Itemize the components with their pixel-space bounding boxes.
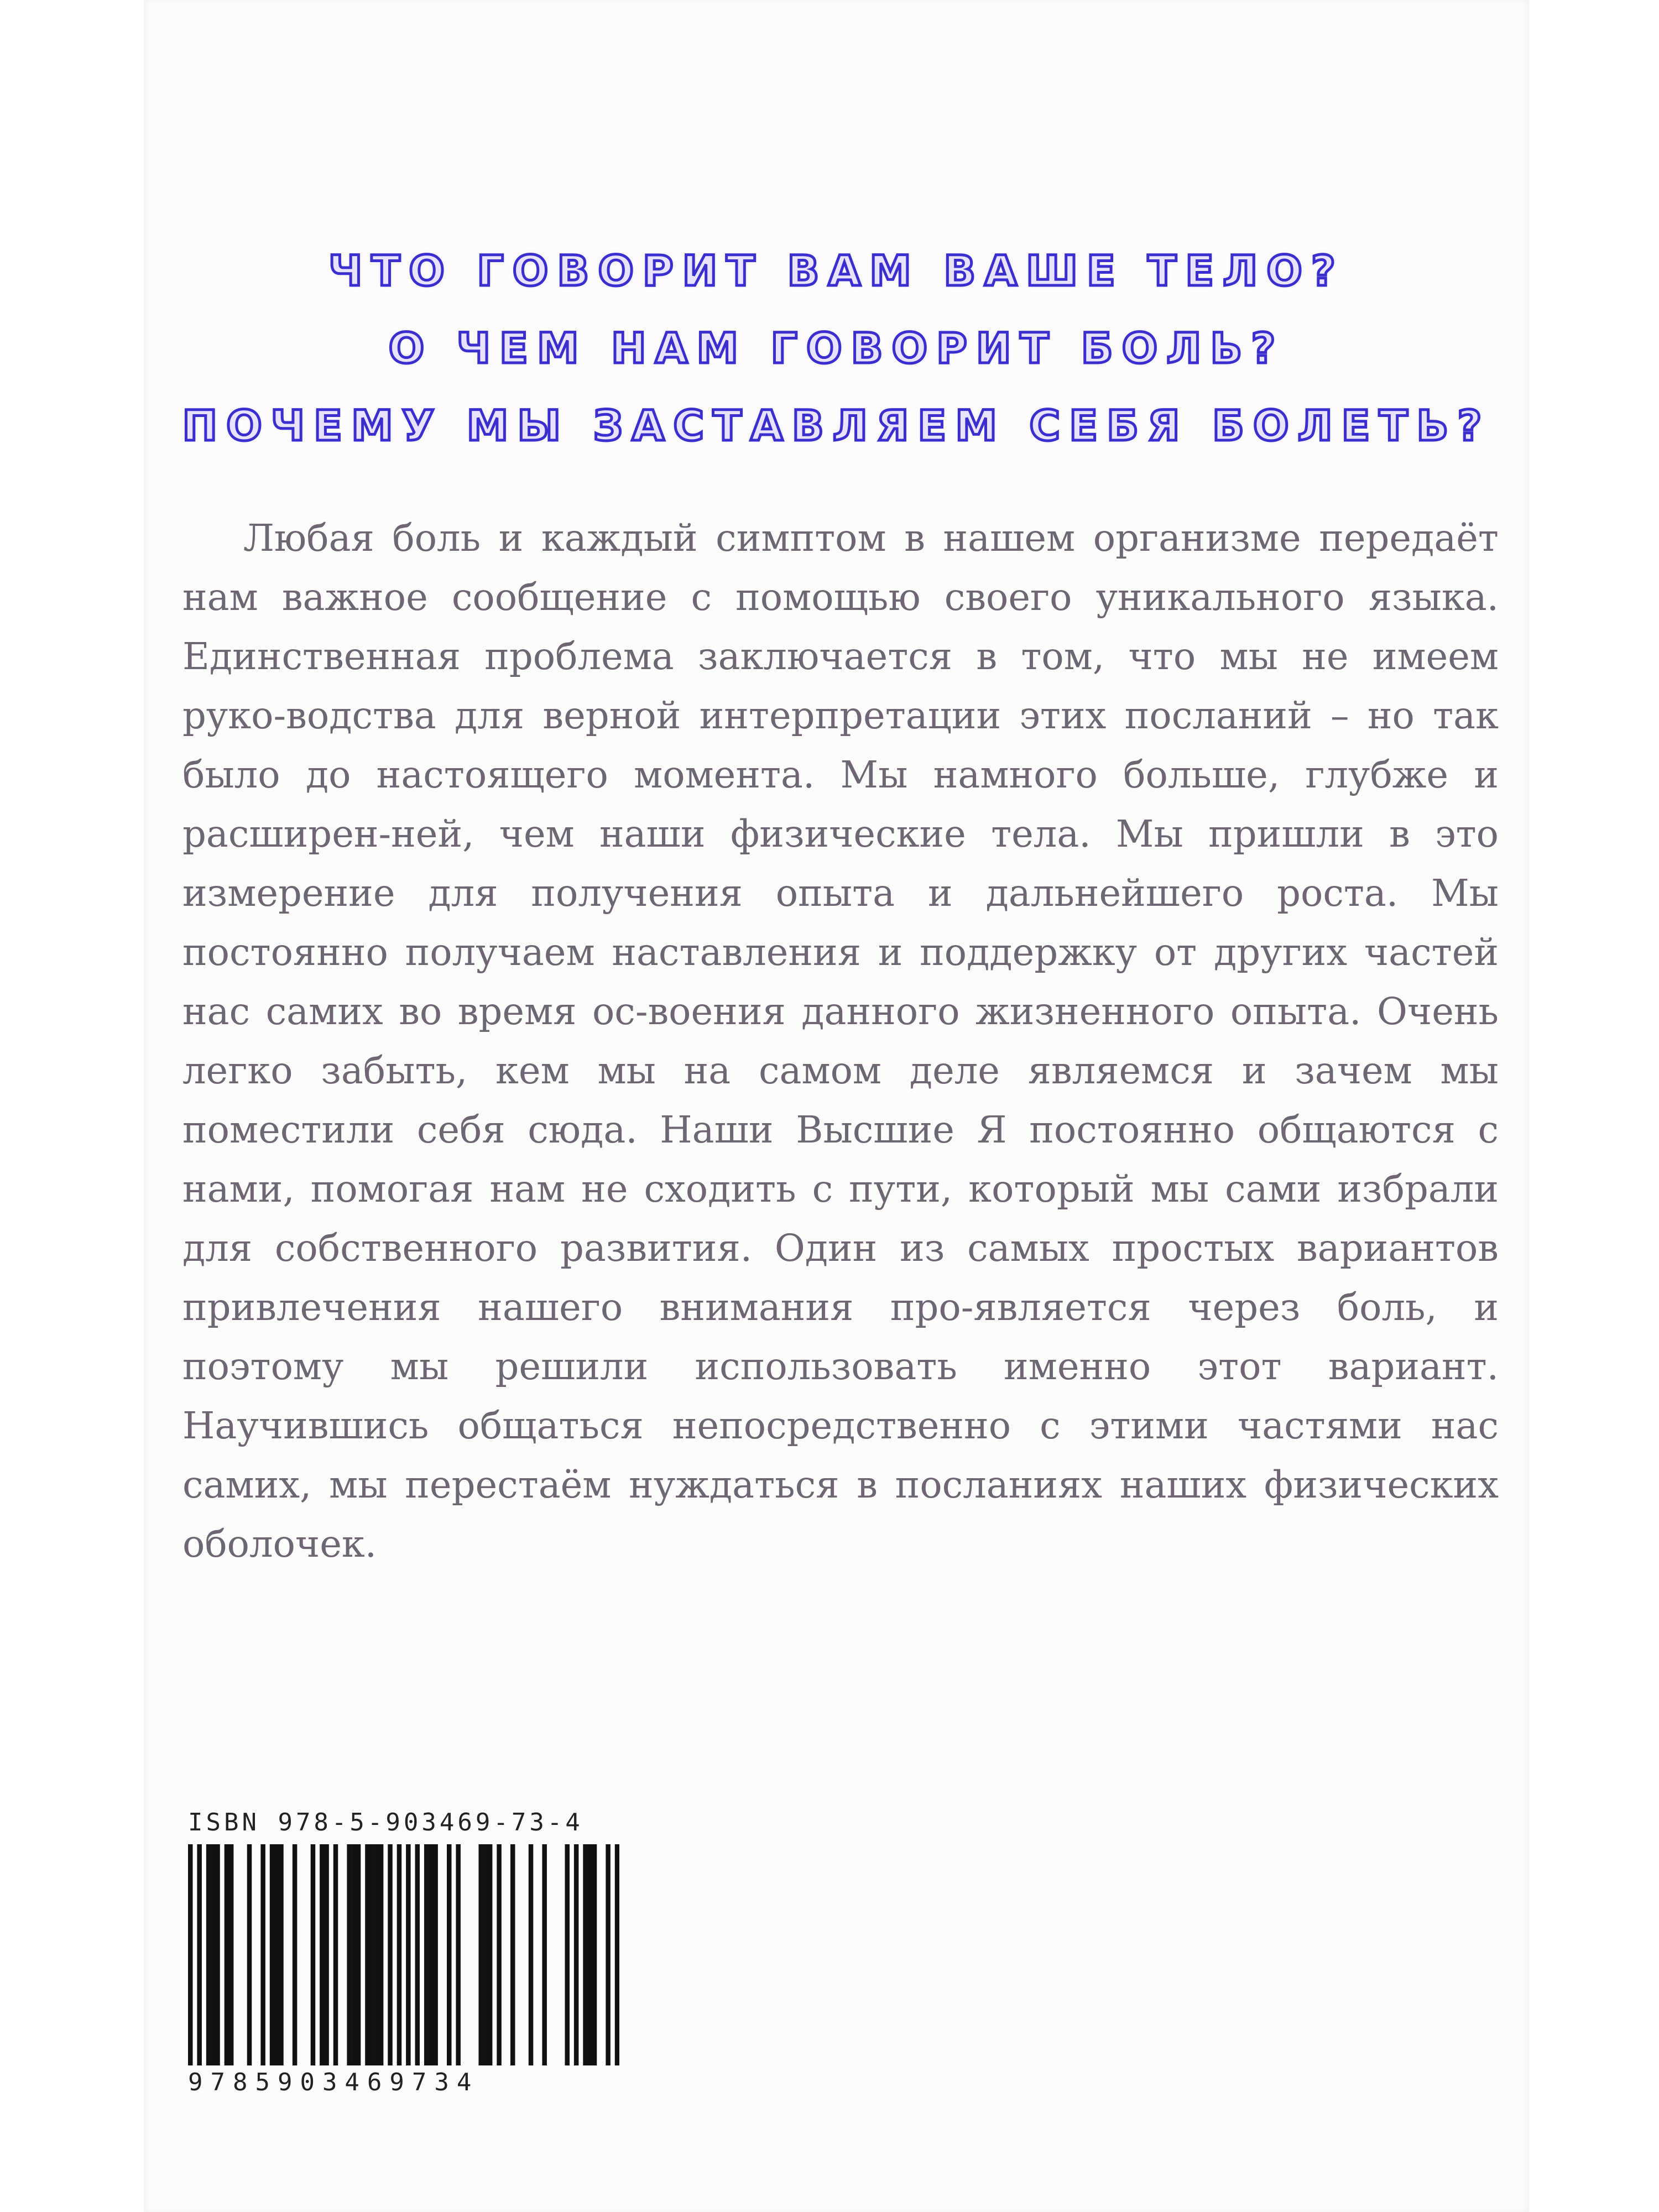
barcode-bar [270, 1844, 275, 2065]
barcode-bar [365, 1844, 370, 2065]
barcode-bar [510, 1844, 515, 2065]
barcode-bar [279, 1844, 284, 2065]
barcode-bar [606, 1844, 611, 2065]
barcode-bar [206, 1844, 211, 2065]
barcode-bar [583, 1844, 588, 2065]
barcode-bar [320, 1844, 325, 2065]
barcode-bar [225, 1844, 229, 2065]
barcode-bar [369, 1844, 374, 2065]
barcode-bar [592, 1844, 597, 2065]
barcode-bar [388, 1844, 393, 2065]
headline-group [144, 232, 1529, 465]
barcode-bar [211, 1844, 216, 2065]
barcode-image [188, 1844, 619, 2065]
barcode-bar [229, 1844, 234, 2065]
barcode-bar [429, 1844, 434, 2065]
barcode-bar [188, 1844, 193, 2065]
book-back-cover [144, 0, 1529, 2212]
isbn-barcode-block [188, 1808, 619, 2124]
barcode-bar [215, 1844, 220, 2065]
headline-3: ПОЧЕМУ МЫ ЗАСТАВЛЯЕМ СЕБЯ БОЛЕТЬ? [182, 401, 1491, 450]
barcode-bar [433, 1844, 438, 2065]
barcode-bar [324, 1844, 329, 2065]
barcode-bar [197, 1844, 202, 2065]
barcode-bar [424, 1844, 429, 2065]
barcode-bar [447, 1844, 452, 2065]
headline-2: О ЧЕМ НАМ ГОВОРИТ БОЛЬ? [388, 324, 1285, 373]
barcode-bar [415, 1844, 420, 2065]
barcode-bar [247, 1844, 252, 2065]
barcode-bar [274, 1844, 279, 2065]
barcode-bar [260, 1844, 265, 2065]
barcode-bar [293, 1844, 298, 2065]
blurb-paragraph: Любая боль и каждый симптом в нашем организме передаёт нам важное сообщение с помощью своего уникального языка. Единственная проблема заключается в том, что мы не имеем руко-водства для верной интерпретации этих посланий – но так было до настоящего момента. Мы намного больше, глубже и расширен-ней, чем наши физические тела. Мы пришли в это измерение для получения опыта и дальнейшего роста. Мы постоянно получаем наставления и поддержку от других частей нас самих во время ос-воения данного жизненного опыта. Очень легко забыть, кем мы на самом деле являемся и зачем мы поместили себя сюда. Наши Высшие Я постоянно общаются с нами, помогая нам не сходить с пути, который мы сами избрали для собственного развития. Один из самых простых вариантов привлечения нашего внимания про-является через боль, и поэтому мы решили использовать именно этот вариант. Научившись общаться непосредственно с этими частями нас самих, мы перестаём нуждаться в посланиях наших физических оболочек. [182, 517, 1499, 1566]
barcode-bar [456, 1844, 461, 2065]
headline-1: ЧТО ГОВОРИТ ВАМ ВАШЕ ТЕЛО? [328, 246, 1344, 295]
barcode-bar [529, 1844, 534, 2065]
barcode-bar [478, 1844, 483, 2065]
barcode-bar [374, 1844, 379, 2065]
barcode-bar [588, 1844, 593, 2065]
barcode-bar [333, 1844, 338, 2065]
barcode-bar [483, 1844, 488, 2065]
barcode-bar [352, 1844, 357, 2065]
barcode-digits: 9785903469734 [188, 2068, 479, 2096]
barcode-bar [497, 1844, 502, 2065]
isbn-label: ISBN 978-5-903469-73-4 [188, 1808, 583, 1837]
barcode-bar [574, 1844, 579, 2065]
barcode-bar [347, 1844, 352, 2065]
barcode-bar [397, 1844, 402, 2065]
barcode-bar [488, 1844, 493, 2065]
barcode-bar [565, 1844, 570, 2065]
barcode-bar [379, 1844, 384, 2065]
barcode-bar [615, 1844, 619, 2065]
barcode-bar [356, 1844, 361, 2065]
barcode-bar [311, 1844, 316, 2065]
barcode-bar [542, 1844, 547, 2065]
barcode-bar [406, 1844, 411, 2065]
